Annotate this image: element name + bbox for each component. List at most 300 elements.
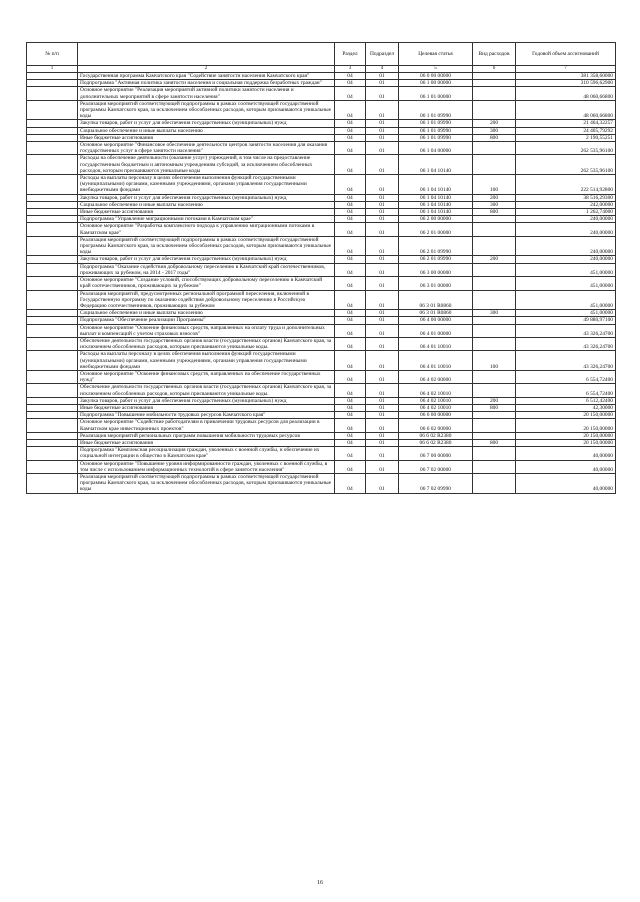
cell-target: 06 6 02 R2380 xyxy=(399,432,473,439)
cell-exp-type xyxy=(473,263,516,276)
cell-exp-type xyxy=(473,432,516,439)
cell-target: 06 1 01 09990 xyxy=(399,100,473,120)
table-row xyxy=(27,80,616,87)
cell-name: Закупка товаров, работ и услуг для обеспечения государственных (муниципальных) нужд xyxy=(78,194,335,201)
cell-target: 06 2 01 00000 xyxy=(399,223,473,236)
cell-amount: 48 060,66800 xyxy=(516,100,616,120)
cell-razdel: 04 xyxy=(335,412,366,419)
cell-razdel: 04 xyxy=(335,201,366,208)
cell-name: Основное мероприятие "Освоение финансовых средств, направленных на оплату труда и дополнительных выплат и компенсаций с учетом страховых взносов" xyxy=(78,324,335,337)
cell-podrazdel: 01 xyxy=(366,194,399,201)
cell-razdel: 04 xyxy=(335,155,366,175)
table-row xyxy=(27,460,616,473)
cell-exp-type xyxy=(473,80,516,87)
cell-exp-type xyxy=(473,447,516,460)
cell-target: 06 4 00 00000 xyxy=(399,317,473,324)
cell-podrazdel: 01 xyxy=(366,73,399,80)
cell-num xyxy=(27,370,78,383)
cell-num xyxy=(27,317,78,324)
cell-amount: 451,00000 xyxy=(516,277,616,290)
cell-name: Социальное обеспечение и иные выплаты населению xyxy=(78,201,335,208)
cell-podrazdel: 01 xyxy=(366,290,399,310)
table-body xyxy=(27,73,616,494)
cell-num xyxy=(27,209,78,216)
cell-amount: 6 554,72400 xyxy=(516,384,616,397)
table-row xyxy=(27,439,616,446)
cell-num xyxy=(27,337,78,350)
cell-name: Основное мероприятие "Реализация мероприятий активной политики занятости населения и дополнительных мероприятий в сфере занятости населения" xyxy=(78,87,335,100)
cell-num xyxy=(27,134,78,141)
cell-exp-type xyxy=(473,473,516,493)
cell-target: 06 3 00 00000 xyxy=(399,263,473,276)
cell-num xyxy=(27,384,78,397)
cell-podrazdel: 01 xyxy=(366,175,399,195)
cell-target: 06 4 02 10010 xyxy=(399,404,473,411)
cell-exp-type: 300 xyxy=(473,201,516,208)
cell-razdel: 04 xyxy=(335,397,366,404)
cell-exp-type: 800 xyxy=(473,209,516,216)
cell-exp-type xyxy=(473,155,516,175)
cell-target: 06 2 00 00000 xyxy=(399,216,473,223)
cell-num xyxy=(27,419,78,432)
cell-exp-type xyxy=(473,384,516,397)
cell-target: 06 3 01 00000 xyxy=(399,277,473,290)
cell-amount: 43 326,24700 xyxy=(516,337,616,350)
table-row xyxy=(27,290,616,310)
cell-num xyxy=(27,155,78,175)
cell-num xyxy=(27,216,78,223)
cell-amount: 262 535,96100 xyxy=(516,155,616,175)
cell-name: Подпрограмма "Управление миграционными потоками в Камчатском крае" xyxy=(78,216,335,223)
cell-target: 06 1 04 00000 xyxy=(399,142,473,155)
column-number: 6 xyxy=(473,66,516,73)
cell-amount: 2 190,55251 xyxy=(516,134,616,141)
cell-amount: 1 262,74000 xyxy=(516,209,616,216)
cell-name: Обеспечение деятельности государственных органов власти (государственных органов) Камчатского края, за исключением обособленных расходов, которым присваиваются уникальные коды. xyxy=(78,337,335,350)
cell-name: Подпрограмма "Комплексная ресоциализация граждан, уволенных с военной службы, и обеспечение их социальной интеграции в общество в Камчатском крае" xyxy=(78,447,335,460)
cell-name: Расходы на выплаты персоналу в целях обеспечения выполнения функций государственными (муниципальными) органами, казенными учреждениями, органами управления государственными внебюджетными фондами xyxy=(78,175,335,195)
cell-target: 06 1 04 10140 xyxy=(399,155,473,175)
column-number: 3 xyxy=(335,66,366,73)
cell-amount: 43 326,24700 xyxy=(516,351,616,371)
cell-podrazdel: 01 xyxy=(366,216,399,223)
cell-podrazdel: 01 xyxy=(366,134,399,141)
cell-exp-type xyxy=(473,216,516,223)
cell-exp-type xyxy=(473,87,516,100)
cell-exp-type: 800 xyxy=(473,404,516,411)
cell-amount: 20 150,00000 xyxy=(516,432,616,439)
cell-podrazdel: 01 xyxy=(366,384,399,397)
table-row xyxy=(27,223,616,236)
cell-num xyxy=(27,432,78,439)
cell-target: 06 1 01 09990 xyxy=(399,127,473,134)
cell-razdel: 04 xyxy=(335,236,366,256)
cell-podrazdel: 01 xyxy=(366,263,399,276)
cell-razdel: 04 xyxy=(335,317,366,324)
cell-amount: 310 596,62900 xyxy=(516,80,616,87)
cell-amount: 451,00000 xyxy=(516,290,616,310)
table-row xyxy=(27,155,616,175)
cell-razdel: 04 xyxy=(335,73,366,80)
cell-target: 06 1 01 09990 xyxy=(399,120,473,127)
table-row xyxy=(27,263,616,276)
cell-target: 06 4 02 10010 xyxy=(399,397,473,404)
cell-target: 06 4 01 10010 xyxy=(399,351,473,371)
table-row xyxy=(27,201,616,208)
cell-name: Обеспечение деятельности государственных органов власти (государственных органов) Камчатского края, за исключением обособленных расходов, которым присваиваются уникальные коды. xyxy=(78,384,335,397)
cell-num xyxy=(27,223,78,236)
cell-amount: 43 326,24700 xyxy=(516,324,616,337)
cell-amount: 40,00000 xyxy=(516,473,616,493)
cell-exp-type: 300 xyxy=(473,310,516,317)
cell-num xyxy=(27,460,78,473)
cell-exp-type xyxy=(473,370,516,383)
table-row xyxy=(27,351,616,371)
cell-razdel: 04 xyxy=(335,216,366,223)
cell-amount: 20 150,00000 xyxy=(516,439,616,446)
cell-name: Основное мероприятие "Создание условий, способствующих добровольному переселению в Камчатский край соотечественников, проживающих за рубежом" xyxy=(78,277,335,290)
table-row xyxy=(27,142,616,155)
cell-num xyxy=(27,73,78,80)
cell-podrazdel: 01 xyxy=(366,223,399,236)
table-row xyxy=(27,236,616,256)
cell-razdel: 04 xyxy=(335,404,366,411)
cell-num xyxy=(27,277,78,290)
cell-podrazdel: 01 xyxy=(366,209,399,216)
cell-amount: 40,00000 xyxy=(516,447,616,460)
cell-target: 06 1 01 00000 xyxy=(399,87,473,100)
table-row xyxy=(27,310,616,317)
header-num: № п/п xyxy=(27,43,78,66)
cell-razdel: 04 xyxy=(335,175,366,195)
cell-exp-type xyxy=(473,460,516,473)
table-row xyxy=(27,120,616,127)
cell-num xyxy=(27,397,78,404)
table-row xyxy=(27,277,616,290)
cell-name: Основное мероприятие "Разработка комплексного подхода к управлению миграционными потоками в Камчатском крае" xyxy=(78,223,335,236)
cell-name: Государственная программа Камчатского края "Содействие занятости населения Камчатского края" xyxy=(78,73,335,80)
cell-num xyxy=(27,256,78,263)
cell-razdel: 04 xyxy=(335,263,366,276)
cell-podrazdel: 01 xyxy=(366,120,399,127)
cell-target: 06 0 00 00000 xyxy=(399,73,473,80)
cell-razdel: 04 xyxy=(335,277,366,290)
cell-podrazdel: 01 xyxy=(366,447,399,460)
table-row xyxy=(27,419,616,432)
cell-target: 06 1 04 10140 xyxy=(399,209,473,216)
cell-razdel: 04 xyxy=(335,80,366,87)
cell-exp-type xyxy=(473,73,516,80)
table-row xyxy=(27,404,616,411)
table-row xyxy=(27,317,616,324)
cell-podrazdel: 01 xyxy=(366,460,399,473)
header-exp-type: Вид расходов xyxy=(473,43,516,66)
cell-razdel: 04 xyxy=(335,473,366,493)
cell-amount: 451,00000 xyxy=(516,263,616,276)
cell-name: Реализация мероприятий соответствующей подпрограммы в рамках соответствующей государственной программы Камчатского края, за исключением обособленных расходов, которым присваиваются уникальные коды xyxy=(78,236,335,256)
cell-target: 06 1 04 10140 xyxy=(399,194,473,201)
cell-name: Подпрограмма "Активная политика занятости населения и социальная поддержка безработных граждан" xyxy=(78,80,335,87)
cell-num xyxy=(27,324,78,337)
cell-target: 06 7 02 09990 xyxy=(399,473,473,493)
table-row xyxy=(27,73,616,80)
cell-podrazdel: 01 xyxy=(366,412,399,419)
cell-amount: 262 535,96100 xyxy=(516,142,616,155)
page-number: 16 xyxy=(317,880,323,886)
cell-razdel: 04 xyxy=(335,447,366,460)
cell-name: Иные бюджетные ассигнования xyxy=(78,439,335,446)
column-number-row xyxy=(27,66,616,73)
cell-exp-type xyxy=(473,324,516,337)
cell-podrazdel: 01 xyxy=(366,277,399,290)
cell-num xyxy=(27,404,78,411)
column-number: 1 xyxy=(27,66,78,73)
column-number: 2 xyxy=(78,66,335,73)
cell-amount: 6 554,72400 xyxy=(516,370,616,383)
cell-razdel: 04 xyxy=(335,100,366,120)
cell-name: Подпрограмма "Оказание содействия добровольному переселению в Камчатский край соотечественников, проживающих за рубежом, на 2014 - 2017 годы" xyxy=(78,263,335,276)
cell-amount: 38 516,29300 xyxy=(516,194,616,201)
cell-name: Иные бюджетные ассигнования xyxy=(78,134,335,141)
cell-exp-type: 200 xyxy=(473,120,516,127)
cell-podrazdel: 01 xyxy=(366,80,399,87)
cell-razdel: 04 xyxy=(335,134,366,141)
cell-amount: 48 060,66800 xyxy=(516,87,616,100)
cell-razdel: 04 xyxy=(335,432,366,439)
cell-podrazdel: 01 xyxy=(366,439,399,446)
cell-amount: 24 405,79292 xyxy=(516,127,616,134)
cell-podrazdel: 01 xyxy=(366,256,399,263)
cell-num xyxy=(27,290,78,310)
cell-name: Основное мероприятие "Освоение финансовых средств, направленных на обеспечение государственных нужд" xyxy=(78,370,335,383)
cell-exp-type xyxy=(473,236,516,256)
cell-amount: 20 150,00000 xyxy=(516,412,616,419)
cell-num xyxy=(27,351,78,371)
cell-podrazdel: 01 xyxy=(366,87,399,100)
cell-podrazdel: 01 xyxy=(366,236,399,256)
cell-num xyxy=(27,201,78,208)
cell-exp-type: 100 xyxy=(473,175,516,195)
cell-name: Реализация мероприятий соответствующей подпрограммы в рамках соответствующей государственной программы Камчатского края, за исключением обособленных расходов, которым присваиваются уникальные коды xyxy=(78,100,335,120)
cell-name: Закупка товаров, работ и услуг для обеспечения государственных (муниципальных) нужд xyxy=(78,120,335,127)
table-row xyxy=(27,337,616,350)
cell-podrazdel: 01 xyxy=(366,419,399,432)
cell-name: Подпрограмма "Повышение мобильности трудовых ресурсов Камчатского края" xyxy=(78,412,335,419)
cell-target: 06 6 02 R2380 xyxy=(399,439,473,446)
table-row xyxy=(27,256,616,263)
cell-podrazdel: 01 xyxy=(366,432,399,439)
header-name xyxy=(78,43,335,66)
cell-exp-type xyxy=(473,290,516,310)
cell-name: Основное мероприятие "Повышение уровня информированности граждан, уволенных с военной службы, в том числе с использованием информационных технологий в сфере занятости населения" xyxy=(78,460,335,473)
cell-num xyxy=(27,473,78,493)
cell-razdel: 04 xyxy=(335,223,366,236)
cell-target: 06 7 02 00000 xyxy=(399,460,473,473)
cell-num xyxy=(27,100,78,120)
cell-num xyxy=(27,80,78,87)
cell-exp-type xyxy=(473,100,516,120)
cell-razdel: 04 xyxy=(335,439,366,446)
cell-exp-type: 800 xyxy=(473,439,516,446)
table-row xyxy=(27,384,616,397)
cell-num xyxy=(27,142,78,155)
cell-num xyxy=(27,236,78,256)
column-number: 4 xyxy=(366,66,399,73)
cell-amount: 240,00000 xyxy=(516,236,616,256)
header-target: Целевая статья xyxy=(399,43,473,66)
cell-name: Социальное обеспечение и иные выплаты населению xyxy=(78,310,335,317)
cell-num xyxy=(27,194,78,201)
cell-target: 06 7 00 00000 xyxy=(399,447,473,460)
cell-razdel: 04 xyxy=(335,290,366,310)
cell-podrazdel: 01 xyxy=(366,324,399,337)
table-row xyxy=(27,209,616,216)
header-podrazdel: Подраздел xyxy=(366,43,399,66)
cell-num xyxy=(27,439,78,446)
cell-name: Закупка товаров, работ и услуг для обеспечения государственных (муниципальных) нужд xyxy=(78,256,335,263)
header-razdel: Раздел xyxy=(335,43,366,66)
cell-name: Реализация мероприятий, предусмотренных региональной программой переселения, включенной в Государственную программу по оказанию содействия добровольному переселению в Российскую Федерацию соотечественников, проживающих за рубежом xyxy=(78,290,335,310)
cell-razdel: 04 xyxy=(335,142,366,155)
cell-amount: 49 880,97100 xyxy=(516,317,616,324)
cell-target: 06 1 04 10140 xyxy=(399,175,473,195)
cell-name: Подпрограмма "Обеспечение реализации Программы" xyxy=(78,317,335,324)
cell-amount: 381 358,60000 xyxy=(516,73,616,80)
cell-exp-type: 300 xyxy=(473,127,516,134)
cell-num xyxy=(27,447,78,460)
cell-podrazdel: 01 xyxy=(366,404,399,411)
table-row xyxy=(27,216,616,223)
cell-razdel: 04 xyxy=(335,337,366,350)
cell-podrazdel: 01 xyxy=(366,397,399,404)
cell-razdel: 04 xyxy=(335,384,366,397)
cell-target: 06 4 01 00000 xyxy=(399,324,473,337)
cell-razdel: 04 xyxy=(335,324,366,337)
cell-target: 06 4 02 10010 xyxy=(399,384,473,397)
cell-amount: 40,00000 xyxy=(516,460,616,473)
cell-name: Расходы на выплаты персоналу в целях обеспечения выполнения функций государственными (муниципальными) органами, казенными учреждениями, органами управления государственными внебюджетными фондами xyxy=(78,351,335,371)
table-row xyxy=(27,127,616,134)
cell-exp-type xyxy=(473,317,516,324)
cell-amount: 240,00000 xyxy=(516,256,616,263)
cell-target: 06 6 00 00000 xyxy=(399,412,473,419)
cell-exp-type: 200 xyxy=(473,194,516,201)
cell-razdel: 04 xyxy=(335,87,366,100)
cell-exp-type xyxy=(473,223,516,236)
cell-podrazdel: 01 xyxy=(366,310,399,317)
cell-razdel: 04 xyxy=(335,194,366,201)
cell-amount: 451,00000 xyxy=(516,310,616,317)
table-row xyxy=(27,100,616,120)
cell-razdel: 04 xyxy=(335,127,366,134)
cell-name: Расходы на обеспечение деятельности (оказание услуг) учреждений, в том числе на предоставление государственным бюджетным и автономным учреждениям субсидий, за исключением обособленных расходов, которым присваиваются уникальные коды xyxy=(78,155,335,175)
cell-target: 06 4 02 00000 xyxy=(399,370,473,383)
cell-razdel: 04 xyxy=(335,256,366,263)
cell-name: Реализация мероприятий региональных программ повышения мобильности трудовых ресурсов xyxy=(78,432,335,439)
cell-name: Основное мероприятие "Финансовое обеспечение деятельности центров занятости населения для оказания государственных услуг в сфере занятости населения" xyxy=(78,142,335,155)
cell-target: 06 6 02 00000 xyxy=(399,419,473,432)
table-row xyxy=(27,194,616,201)
cell-num xyxy=(27,120,78,127)
cell-amount: 240,00000 xyxy=(516,216,616,223)
cell-podrazdel: 01 xyxy=(366,100,399,120)
cell-podrazdel: 01 xyxy=(366,337,399,350)
cell-podrazdel: 01 xyxy=(366,155,399,175)
cell-target: 06 3 01 R0860 xyxy=(399,290,473,310)
cell-amount: 240,00000 xyxy=(516,223,616,236)
table-row xyxy=(27,134,616,141)
cell-exp-type: 200 xyxy=(473,256,516,263)
cell-name: Закупка товаров, работ и услуг для обеспечения государственных (муниципальных) нужд xyxy=(78,397,335,404)
cell-exp-type xyxy=(473,419,516,432)
budget-table xyxy=(26,42,616,494)
column-number: 5 xyxy=(399,66,473,73)
cell-razdel: 04 xyxy=(335,370,366,383)
cell-name: Иные бюджетные ассигнования xyxy=(78,209,335,216)
cell-amount: 222 514,92800 xyxy=(516,175,616,195)
table-row xyxy=(27,175,616,195)
cell-num xyxy=(27,87,78,100)
cell-num xyxy=(27,310,78,317)
cell-name: Социальное обеспечение и иные выплаты населению xyxy=(78,127,335,134)
cell-razdel: 04 xyxy=(335,419,366,432)
cell-target: 06 2 01 09990 xyxy=(399,236,473,256)
table-row xyxy=(27,324,616,337)
cell-razdel: 04 xyxy=(335,310,366,317)
table-row xyxy=(27,87,616,100)
cell-target: 06 3 01 R0860 xyxy=(399,310,473,317)
cell-exp-type xyxy=(473,412,516,419)
table-row xyxy=(27,473,616,493)
cell-target: 06 1 00 00000 xyxy=(399,80,473,87)
cell-name: Иные бюджетные ассигнования xyxy=(78,404,335,411)
cell-amount: 6 512,42400 xyxy=(516,397,616,404)
cell-target: 06 1 01 09990 xyxy=(399,134,473,141)
cell-exp-type: 200 xyxy=(473,397,516,404)
cell-name: Основное мероприятие "Содействие работодателям в привлечении трудовых ресурсов для реализации в Камчатском крае инвестиционных проектов" xyxy=(78,419,335,432)
cell-podrazdel: 01 xyxy=(366,317,399,324)
cell-razdel: 04 xyxy=(335,351,366,371)
cell-razdel: 04 xyxy=(335,120,366,127)
cell-num xyxy=(27,263,78,276)
cell-podrazdel: 01 xyxy=(366,370,399,383)
cell-razdel: 04 xyxy=(335,460,366,473)
table-row xyxy=(27,432,616,439)
cell-exp-type xyxy=(473,337,516,350)
cell-name: Реализация мероприятий соответствующей подпрограммы в рамках соответствующей государственной программы Камчатского края, за исключением обособленных расходов, которым присваиваются уникальные коды xyxy=(78,473,335,493)
cell-podrazdel: 01 xyxy=(366,351,399,371)
cell-razdel: 04 xyxy=(335,209,366,216)
cell-exp-type xyxy=(473,142,516,155)
header-amount: Годовой объем ассигнований xyxy=(516,43,616,66)
cell-podrazdel: 01 xyxy=(366,473,399,493)
cell-amount: 21 464,32257 xyxy=(516,120,616,127)
table-row xyxy=(27,447,616,460)
cell-podrazdel: 01 xyxy=(366,201,399,208)
cell-target: 06 1 04 10140 xyxy=(399,201,473,208)
cell-amount: 42,30000 xyxy=(516,404,616,411)
table-row xyxy=(27,370,616,383)
cell-amount: 242,00000 xyxy=(516,201,616,208)
cell-amount: 20 150,00000 xyxy=(516,419,616,432)
cell-num xyxy=(27,175,78,195)
table-header xyxy=(27,43,616,73)
cell-podrazdel: 01 xyxy=(366,142,399,155)
cell-num xyxy=(27,127,78,134)
cell-target: 06 2 01 09990 xyxy=(399,256,473,263)
cell-exp-type: 100 xyxy=(473,351,516,371)
cell-target: 06 4 01 10010 xyxy=(399,337,473,350)
